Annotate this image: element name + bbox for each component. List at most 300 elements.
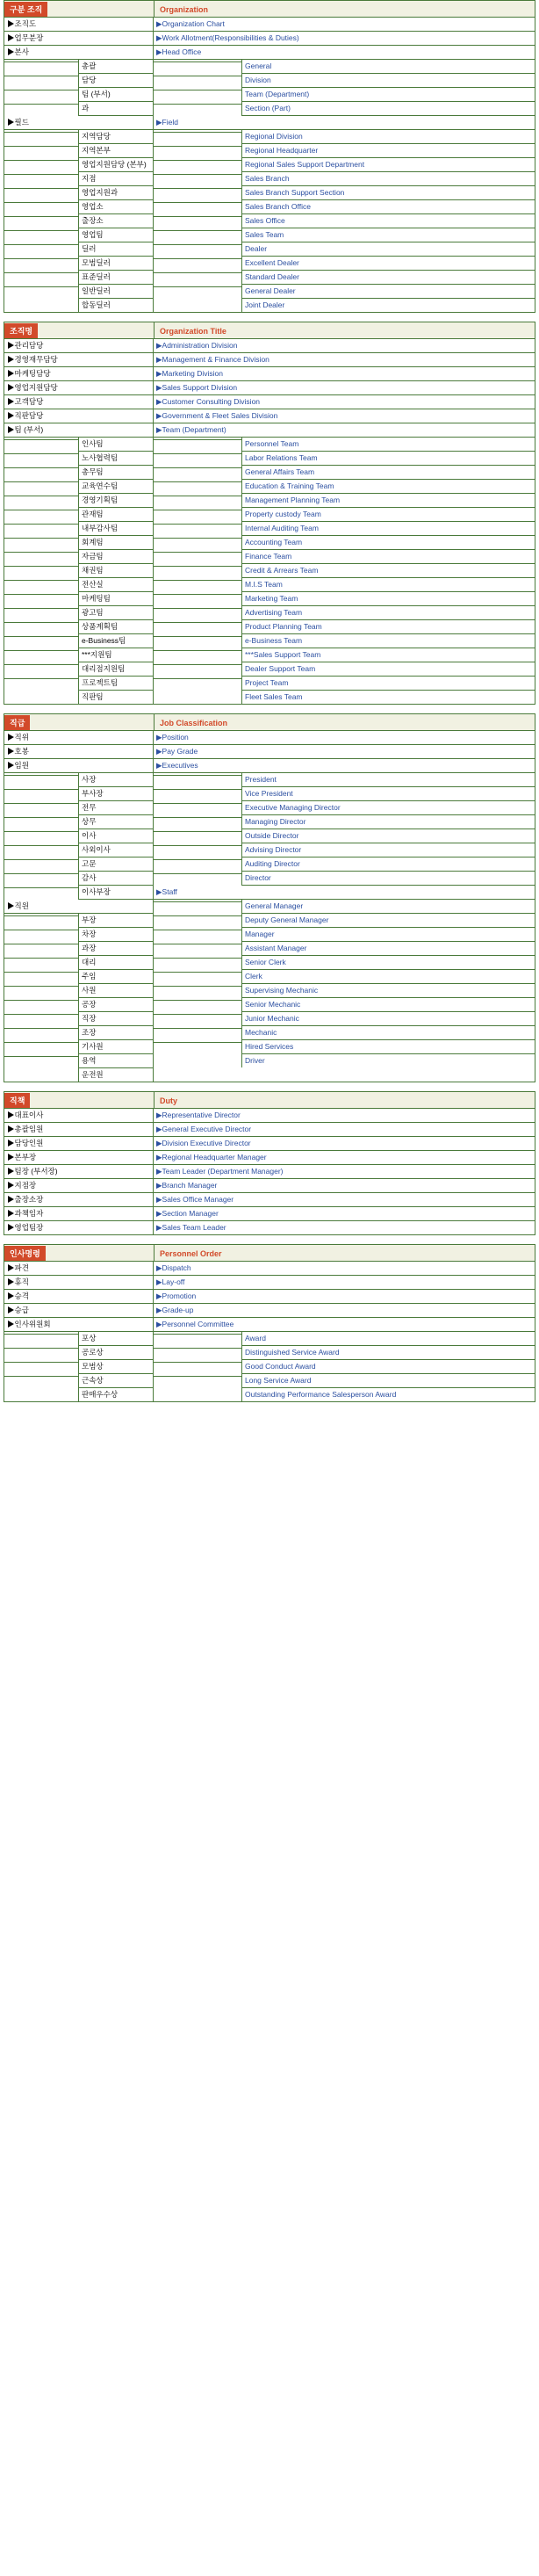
term-col2: 고문 bbox=[78, 857, 153, 872]
glossary-row bbox=[154, 578, 535, 592]
english-column bbox=[154, 1108, 535, 1234]
glossary-row bbox=[154, 271, 535, 285]
term-heading: ▶인사위원회 bbox=[4, 1318, 153, 1332]
term-col1 bbox=[154, 536, 241, 539]
term-col2: President bbox=[241, 773, 535, 787]
glossary-row bbox=[154, 144, 535, 158]
term-col1 bbox=[154, 158, 241, 161]
glossary-row bbox=[154, 285, 535, 299]
glossary-row bbox=[154, 46, 535, 60]
term-col2: Long Service Award bbox=[241, 1374, 535, 1388]
glossary-row bbox=[4, 1123, 153, 1137]
section-header bbox=[4, 322, 535, 338]
glossary-row bbox=[154, 257, 535, 271]
glossary-row bbox=[4, 801, 153, 815]
glossary-row bbox=[154, 1346, 535, 1360]
glossary-row bbox=[154, 60, 535, 74]
term-col1 bbox=[4, 438, 78, 440]
term-col2: 포상 bbox=[78, 1332, 153, 1346]
term-col2: 과장 bbox=[78, 942, 153, 956]
glossary-row bbox=[4, 367, 153, 381]
term-col1 bbox=[4, 257, 78, 259]
term-col1 bbox=[4, 662, 78, 665]
term-col2: Clerk bbox=[241, 970, 535, 984]
glossary-row bbox=[4, 886, 153, 900]
glossary-row bbox=[154, 18, 535, 32]
term-col1 bbox=[154, 773, 241, 776]
term-heading: ▶Promotion bbox=[154, 1290, 535, 1304]
glossary-row bbox=[4, 648, 153, 662]
term-col1 bbox=[4, 914, 78, 916]
term-col2: Good Conduct Award bbox=[241, 1360, 535, 1374]
glossary-row bbox=[4, 480, 153, 494]
term-col1 bbox=[4, 829, 78, 832]
section-title-ko: 인사명령 bbox=[4, 1246, 46, 1261]
term-col2: Director bbox=[241, 872, 535, 886]
term-heading: ▶마케팅담당 bbox=[4, 367, 153, 381]
term-col2: 지점 bbox=[78, 172, 153, 186]
term-col1 bbox=[154, 801, 241, 804]
term-heading: ▶직위 bbox=[4, 731, 153, 745]
glossary-row bbox=[4, 1151, 153, 1165]
term-col2: Section (Part) bbox=[241, 102, 535, 116]
term-col2: Regional Headquarter bbox=[241, 144, 535, 158]
term-heading: ▶승격 bbox=[4, 1290, 153, 1304]
glossary-row bbox=[4, 1346, 153, 1360]
term-col2: 팀 (부서) bbox=[78, 88, 153, 102]
term-col1 bbox=[154, 200, 241, 203]
section-header-korean bbox=[4, 714, 155, 730]
term-col2: 사원 bbox=[78, 984, 153, 998]
glossary-row bbox=[154, 158, 535, 172]
term-col1 bbox=[4, 886, 78, 888]
glossary-row bbox=[4, 186, 153, 200]
term-heading: ▶Sales Support Division bbox=[154, 381, 535, 395]
term-heading: ▶Team (Department) bbox=[154, 423, 535, 438]
term-col2: Finance Team bbox=[241, 550, 535, 564]
glossary-row bbox=[4, 158, 153, 172]
term-col1 bbox=[154, 578, 241, 581]
glossary-row bbox=[154, 731, 535, 745]
glossary-row bbox=[154, 522, 535, 536]
term-col1 bbox=[4, 452, 78, 454]
term-heading: ▶Head Office bbox=[154, 46, 535, 60]
term-heading: ▶Work Allotment(Responsibilities & Duties) bbox=[154, 32, 535, 46]
glossary-row bbox=[154, 829, 535, 843]
term-col1 bbox=[4, 494, 78, 496]
term-col1 bbox=[4, 186, 78, 189]
term-col1 bbox=[4, 1360, 78, 1363]
term-heading: ▶지점장 bbox=[4, 1179, 153, 1193]
glossary-row bbox=[154, 536, 535, 550]
glossary-row bbox=[4, 1221, 153, 1234]
glossary-row bbox=[4, 494, 153, 508]
glossary-row bbox=[154, 1374, 535, 1388]
term-col2: 모범딜러 bbox=[78, 257, 153, 271]
term-heading: ▶Section Manager bbox=[154, 1207, 535, 1221]
glossary-row bbox=[154, 242, 535, 257]
glossary-row bbox=[154, 648, 535, 662]
term-col1 bbox=[4, 872, 78, 874]
glossary-row bbox=[154, 88, 535, 102]
glossary-row bbox=[4, 1165, 153, 1179]
glossary-row bbox=[4, 928, 153, 942]
term-col2: 이사 bbox=[78, 829, 153, 843]
term-col2: Deputy General Manager bbox=[241, 914, 535, 928]
term-col2: 모범상 bbox=[78, 1360, 153, 1374]
term-col2: 자금팀 bbox=[78, 550, 153, 564]
glossary-row bbox=[154, 452, 535, 466]
term-heading: ▶출장소장 bbox=[4, 1193, 153, 1207]
term-col1 bbox=[154, 620, 241, 623]
section-header-korean bbox=[4, 1, 155, 17]
term-heading: ▶파견 bbox=[4, 1262, 153, 1276]
glossary-row bbox=[154, 1304, 535, 1318]
term-col1 bbox=[154, 550, 241, 553]
term-col2: 감사 bbox=[78, 872, 153, 886]
term-col2: Outstanding Performance Salesperson Award bbox=[241, 1388, 535, 1401]
glossary-row bbox=[4, 1207, 153, 1221]
term-col2: 상무 bbox=[78, 815, 153, 829]
term-col2: Project Team bbox=[241, 677, 535, 691]
glossary-row bbox=[4, 815, 153, 829]
term-heading: ▶담당인원 bbox=[4, 1137, 153, 1151]
term-col2: e-Business팀 bbox=[78, 634, 153, 648]
term-col1 bbox=[154, 942, 241, 944]
glossary-row bbox=[4, 759, 153, 773]
glossary-row bbox=[154, 691, 535, 704]
glossary-row bbox=[154, 480, 535, 494]
term-col1 bbox=[4, 242, 78, 245]
glossary-row bbox=[4, 677, 153, 691]
term-col2: 대리 bbox=[78, 956, 153, 970]
term-heading: ▶과책임자 bbox=[4, 1207, 153, 1221]
glossary-row bbox=[4, 1040, 153, 1054]
glossary-section bbox=[4, 1244, 535, 1402]
glossary-row bbox=[4, 857, 153, 872]
glossary-row bbox=[154, 857, 535, 872]
term-col1 bbox=[154, 285, 241, 287]
term-col2: Fleet Sales Team bbox=[241, 691, 535, 704]
section-title-ko: 구분 조직 bbox=[4, 2, 47, 17]
glossary-row bbox=[4, 745, 153, 759]
term-col1 bbox=[154, 564, 241, 567]
term-heading: ▶Government & Fleet Sales Division bbox=[154, 409, 535, 423]
term-col2: 일반딜러 bbox=[78, 285, 153, 299]
term-col2: 용역 bbox=[78, 1054, 153, 1068]
glossary-row bbox=[154, 1262, 535, 1276]
term-col1 bbox=[154, 956, 241, 959]
glossary-row bbox=[4, 1137, 153, 1151]
term-col1 bbox=[154, 829, 241, 832]
term-col2: Driver bbox=[241, 1054, 535, 1067]
korean-column bbox=[4, 1261, 154, 1401]
term-col1 bbox=[4, 228, 78, 231]
term-col2: Product Planning Team bbox=[241, 620, 535, 634]
glossary-row bbox=[154, 102, 535, 116]
term-col2: 프로젝트팀 bbox=[78, 677, 153, 691]
term-heading: ▶Marketing Division bbox=[154, 367, 535, 381]
glossary-row bbox=[154, 172, 535, 186]
term-heading: ▶필드 bbox=[4, 116, 153, 130]
term-col2: 내부감사팀 bbox=[78, 522, 153, 536]
term-col2: Credit & Arrears Team bbox=[241, 564, 535, 578]
glossary-row bbox=[154, 620, 535, 634]
glossary-row bbox=[154, 606, 535, 620]
glossary-row bbox=[154, 815, 535, 829]
glossary-row bbox=[154, 662, 535, 677]
term-col1 bbox=[4, 102, 78, 105]
glossary-row bbox=[4, 787, 153, 801]
term-col2: 광고팀 bbox=[78, 606, 153, 620]
term-col1 bbox=[154, 857, 241, 860]
glossary-row bbox=[4, 1068, 153, 1082]
term-col2: 채권팀 bbox=[78, 564, 153, 578]
term-col1 bbox=[4, 522, 78, 525]
term-col2: Sales Team bbox=[241, 228, 535, 242]
glossary-row bbox=[154, 299, 535, 312]
glossary-row bbox=[4, 578, 153, 592]
term-col1 bbox=[4, 1040, 78, 1043]
glossary-row bbox=[4, 285, 153, 299]
term-col2: Award bbox=[241, 1332, 535, 1346]
section-header bbox=[4, 714, 535, 730]
glossary-row bbox=[154, 200, 535, 214]
term-col1 bbox=[154, 872, 241, 874]
glossary-row bbox=[4, 466, 153, 480]
term-col1 bbox=[4, 158, 78, 161]
term-col2: 영업지원담당 (본부) bbox=[78, 158, 153, 172]
term-col1 bbox=[154, 60, 241, 62]
section-header-korean bbox=[4, 1092, 155, 1108]
glossary-row bbox=[4, 1388, 153, 1401]
term-heading: ▶Administration Division bbox=[154, 339, 535, 353]
term-col2: 운전원 bbox=[78, 1068, 153, 1082]
term-col1 bbox=[4, 1346, 78, 1349]
glossary-row bbox=[4, 395, 153, 409]
term-col2: 영업소 bbox=[78, 200, 153, 214]
term-col2: 인사팀 bbox=[78, 438, 153, 452]
term-heading: ▶Customer Consulting Division bbox=[154, 395, 535, 409]
term-col1 bbox=[154, 452, 241, 454]
term-col1 bbox=[4, 1026, 78, 1029]
glossary-row bbox=[4, 1193, 153, 1207]
term-col1 bbox=[4, 691, 78, 692]
glossary-row bbox=[154, 1151, 535, 1165]
term-col2: 회계팀 bbox=[78, 536, 153, 550]
term-col2: Hired Services bbox=[241, 1040, 535, 1054]
term-col2: ***지원팀 bbox=[78, 648, 153, 662]
term-col2: 기사원 bbox=[78, 1040, 153, 1054]
glossary-row bbox=[154, 1040, 535, 1054]
term-col2: e-Business Team bbox=[241, 634, 535, 648]
term-heading: ▶직판담당 bbox=[4, 409, 153, 423]
term-col1 bbox=[4, 773, 78, 776]
term-col2: Auditing Director bbox=[241, 857, 535, 872]
glossary-row bbox=[4, 1026, 153, 1040]
glossary-row bbox=[4, 1276, 153, 1290]
term-col2: Distinguished Service Award bbox=[241, 1346, 535, 1360]
term-heading: ▶Personnel Committee bbox=[154, 1318, 535, 1332]
term-col1 bbox=[4, 634, 78, 637]
glossary-row bbox=[154, 745, 535, 759]
term-heading: ▶Sales Team Leader bbox=[156, 1223, 226, 1232]
glossary-section bbox=[4, 713, 535, 1082]
term-heading: ▶Staff bbox=[154, 886, 535, 900]
term-col1 bbox=[4, 60, 78, 62]
term-col1 bbox=[4, 564, 78, 567]
term-heading: ▶Regional Headquarter Manager bbox=[154, 1151, 535, 1165]
term-col2: 부장 bbox=[78, 914, 153, 928]
glossary-row bbox=[154, 872, 535, 886]
glossary-row bbox=[4, 144, 153, 158]
term-col2: 과 bbox=[78, 102, 153, 116]
glossary-row bbox=[4, 116, 153, 130]
term-col2: 지역본부 bbox=[78, 144, 153, 158]
term-col1 bbox=[154, 606, 241, 609]
term-heading: ▶고객담당 bbox=[4, 395, 153, 409]
section-header-korean bbox=[4, 322, 155, 338]
glossary-row bbox=[154, 801, 535, 815]
term-col2: Senior Mechanic bbox=[241, 998, 535, 1012]
term-col2: Senior Clerk bbox=[241, 956, 535, 970]
term-col1 bbox=[4, 299, 78, 300]
glossary-row bbox=[154, 353, 535, 367]
term-heading: ▶호봉 bbox=[4, 745, 153, 759]
term-col2: 이사부장 bbox=[78, 886, 153, 900]
glossary-row bbox=[4, 409, 153, 423]
term-col1 bbox=[4, 928, 78, 930]
glossary-row bbox=[4, 172, 153, 186]
glossary-row bbox=[154, 1137, 535, 1151]
term-col1 bbox=[154, 815, 241, 818]
glossary-row bbox=[154, 787, 535, 801]
glossary-row bbox=[154, 1332, 535, 1346]
term-col1 bbox=[154, 691, 241, 692]
section-header bbox=[4, 1, 535, 17]
term-heading: ▶Dispatch bbox=[154, 1262, 535, 1276]
term-col1 bbox=[4, 1068, 78, 1070]
glossary-row bbox=[4, 998, 153, 1012]
term-heading: ▶영업지원담당 bbox=[4, 381, 153, 395]
term-col2: 사장 bbox=[78, 773, 153, 787]
term-col1 bbox=[154, 438, 241, 440]
term-heading: ▶경영재무담당 bbox=[4, 353, 153, 367]
glossary-row bbox=[4, 18, 153, 32]
term-col1 bbox=[154, 1040, 241, 1043]
term-col2: 관재팀 bbox=[78, 508, 153, 522]
term-col1 bbox=[4, 508, 78, 510]
glossary-row bbox=[4, 731, 153, 745]
term-heading: ▶Position bbox=[154, 731, 535, 745]
glossary-row bbox=[154, 928, 535, 942]
term-col1 bbox=[4, 88, 78, 90]
term-col2: Personnel Team bbox=[241, 438, 535, 452]
term-col2: Accounting Team bbox=[241, 536, 535, 550]
glossary-row bbox=[4, 1109, 153, 1123]
glossary-row bbox=[154, 550, 535, 564]
term-col2: 차장 bbox=[78, 928, 153, 942]
glossary-row bbox=[154, 1360, 535, 1374]
english-column bbox=[154, 17, 535, 312]
term-col1 bbox=[4, 984, 78, 987]
glossary-row bbox=[4, 1054, 153, 1068]
term-col2: 부사장 bbox=[78, 787, 153, 801]
term-heading: ▶Pay Grade bbox=[154, 745, 535, 759]
term-col1 bbox=[4, 677, 78, 679]
term-heading: ▶팀 (부서) bbox=[4, 423, 153, 438]
glossary-row bbox=[4, 102, 153, 116]
term-col2: General Dealer bbox=[241, 285, 535, 299]
term-col2: 근속상 bbox=[78, 1374, 153, 1388]
glossary-row bbox=[154, 1109, 535, 1123]
term-col1 bbox=[154, 522, 241, 525]
glossary-row bbox=[154, 438, 535, 452]
glossary-row bbox=[4, 843, 153, 857]
term-col2: 합동딜러 bbox=[78, 299, 153, 312]
glossary-row bbox=[4, 536, 153, 550]
glossary-row bbox=[154, 1179, 535, 1193]
glossary-row bbox=[4, 271, 153, 285]
glossary-row bbox=[4, 872, 153, 886]
glossary-row bbox=[4, 452, 153, 466]
term-col2: 딜러 bbox=[78, 242, 153, 257]
glossary-row bbox=[4, 423, 153, 438]
section-header-english bbox=[155, 322, 535, 338]
english-column bbox=[154, 730, 535, 1082]
section-title-en: Personnel Order bbox=[160, 1249, 222, 1258]
term-col2: Advising Director bbox=[241, 843, 535, 857]
term-col2: General Manager bbox=[241, 900, 535, 914]
term-col2: Team (Department) bbox=[241, 88, 535, 102]
glossary-row bbox=[154, 381, 535, 395]
glossary-row bbox=[154, 423, 535, 438]
term-col2: Vice President bbox=[241, 787, 535, 801]
term-col1 bbox=[154, 214, 241, 217]
glossary-row bbox=[154, 116, 535, 130]
term-col1 bbox=[154, 271, 241, 273]
term-col1 bbox=[154, 299, 241, 300]
term-heading: ▶총괄임원 bbox=[4, 1123, 153, 1137]
term-col2: 출장소 bbox=[78, 214, 153, 228]
term-heading: ▶Field bbox=[154, 116, 535, 130]
term-col2: Sales Branch bbox=[241, 172, 535, 186]
glossary-row bbox=[4, 1290, 153, 1304]
term-heading: ▶영업팀장 bbox=[7, 1223, 44, 1232]
term-heading: ▶업무분장 bbox=[4, 32, 153, 46]
term-col1 bbox=[4, 1374, 78, 1377]
term-heading: ▶승급 bbox=[4, 1304, 153, 1318]
term-col1 bbox=[4, 787, 78, 790]
glossary-row bbox=[4, 1332, 153, 1346]
glossary-row bbox=[154, 900, 535, 914]
term-col1 bbox=[4, 536, 78, 539]
term-col1 bbox=[154, 466, 241, 468]
glossary-row bbox=[4, 662, 153, 677]
glossary-row bbox=[4, 130, 153, 144]
glossary-row bbox=[154, 634, 535, 648]
korean-column bbox=[4, 17, 154, 312]
glossary-row bbox=[4, 353, 153, 367]
term-col2: Managing Director bbox=[241, 815, 535, 829]
glossary-row bbox=[4, 299, 153, 312]
term-col1 bbox=[4, 172, 78, 175]
term-col1 bbox=[4, 801, 78, 804]
glossary-row bbox=[4, 620, 153, 634]
korean-column bbox=[4, 730, 154, 1082]
term-col2: Property custody Team bbox=[241, 508, 535, 522]
glossary-row bbox=[154, 1054, 535, 1067]
